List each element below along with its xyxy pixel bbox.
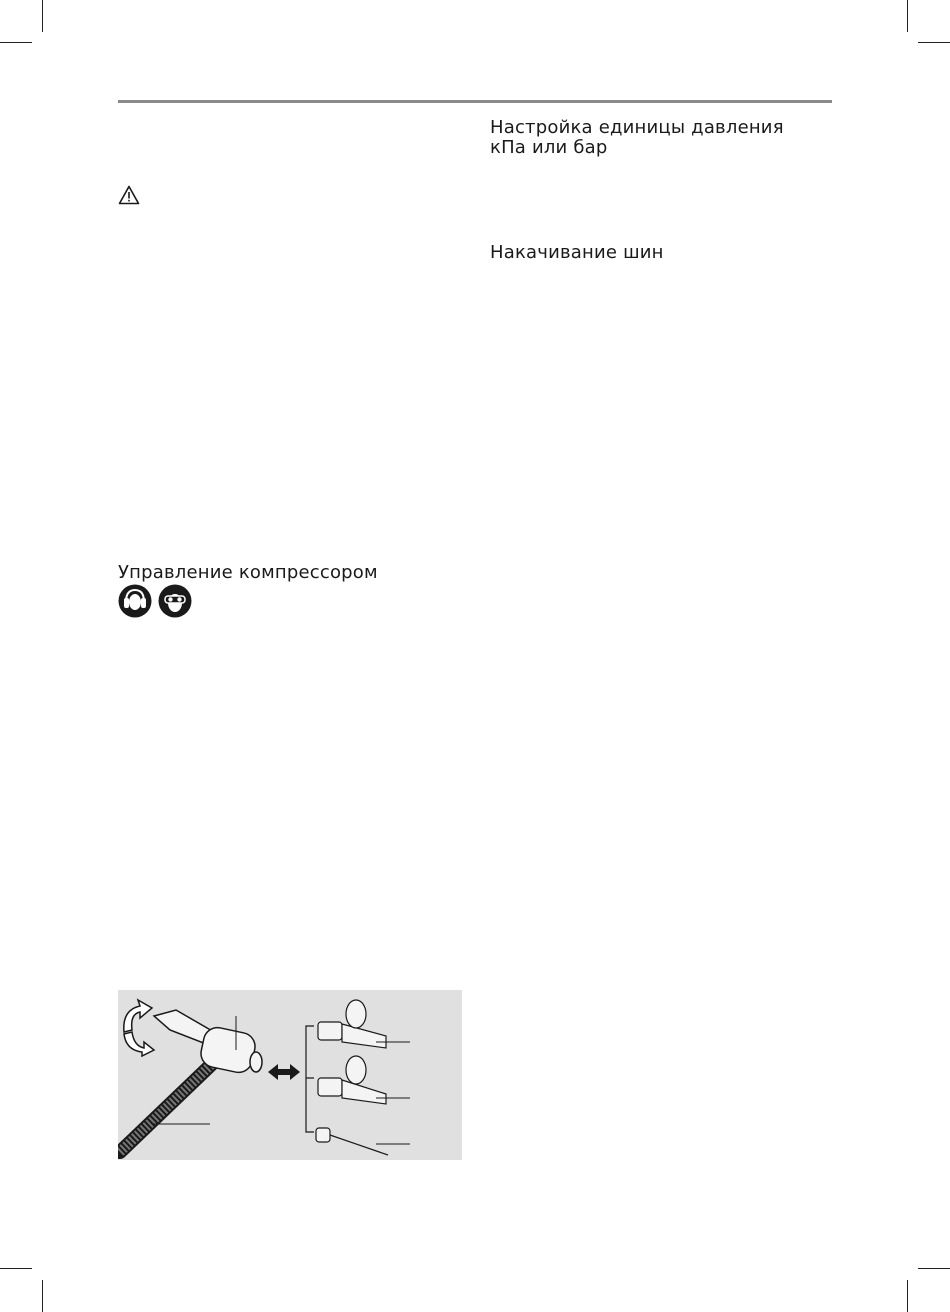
crop-mark bbox=[918, 42, 950, 43]
compressor-adapters-figure bbox=[118, 990, 462, 1160]
crop-mark bbox=[907, 1280, 908, 1312]
crop-mark bbox=[42, 0, 43, 32]
eye-protection-icon bbox=[158, 584, 192, 618]
crop-mark bbox=[0, 1268, 32, 1269]
crop-mark bbox=[0, 42, 32, 43]
heading-pressure-unit: Настройка единицы давления кПа или бар bbox=[490, 117, 784, 158]
crop-mark bbox=[42, 1280, 43, 1312]
header-rule bbox=[118, 100, 832, 103]
crop-mark bbox=[918, 1268, 950, 1269]
figure-drawing bbox=[118, 990, 462, 1160]
rotate-arrow-icon bbox=[124, 1000, 154, 1056]
nozzle-icon bbox=[318, 1000, 386, 1104]
hose-icon bbox=[120, 1062, 214, 1152]
warning-triangle-icon bbox=[118, 185, 140, 205]
needle-icon bbox=[316, 1128, 388, 1155]
crop-mark bbox=[907, 0, 908, 32]
hearing-protection-icon bbox=[118, 584, 152, 618]
heading-compressor: Управление компрессором bbox=[118, 562, 378, 583]
heading-inflate: Накачивание шин bbox=[490, 242, 664, 263]
adapter-icon bbox=[154, 1010, 262, 1075]
